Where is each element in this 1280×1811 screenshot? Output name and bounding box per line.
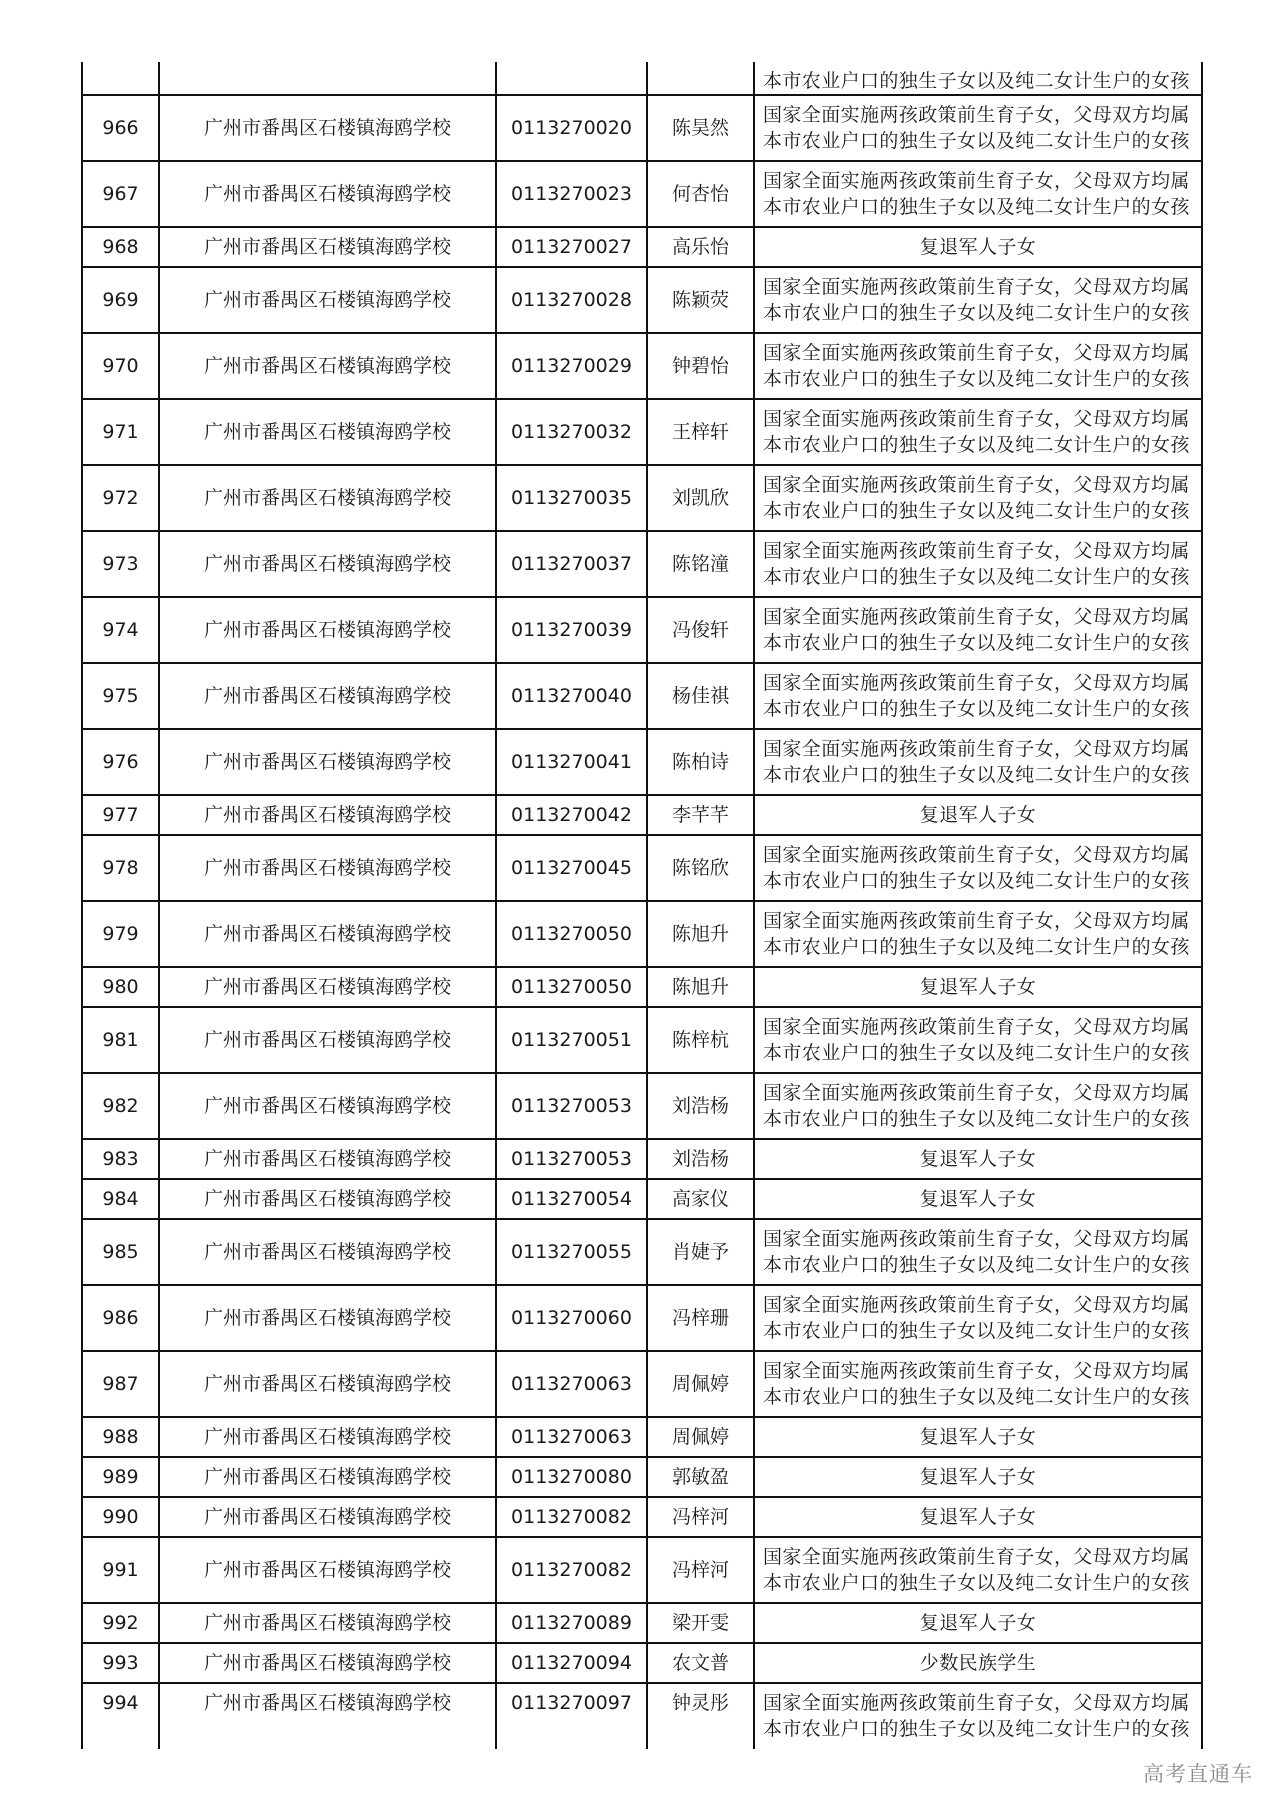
cell-no: 980: [82, 967, 159, 1007]
cell-no: 982: [82, 1073, 159, 1139]
cell-category: 复退军人子女: [754, 967, 1202, 1007]
table-row: [82, 227, 1202, 267]
cell-school: 广州市番禺区石楼镇海鸥学校: [159, 227, 496, 267]
cell-no: 989: [82, 1457, 159, 1497]
cell-no: 970: [82, 333, 159, 399]
category-line-2: 本市农业户口的独生子女以及纯二女计生户的女孩: [763, 1718, 1190, 1740]
cell-category: [754, 95, 1202, 161]
category-line-1: 国家全面实施两孩政策前生育子女，父母双方均属: [763, 1360, 1190, 1382]
category-line-2: 本市农业户口的独生子女以及纯二女计生户的女孩: [763, 196, 1190, 218]
cell-name: 陈铭潼: [647, 531, 754, 597]
cell-no: 991: [82, 1537, 159, 1603]
cell-name: 王梓轩: [647, 399, 754, 465]
table-row: [82, 1537, 1202, 1603]
category-line-2: 本市农业户口的独生子女以及纯二女计生户的女孩: [763, 368, 1190, 390]
cell-school: 广州市番禺区石楼镇海鸥学校: [159, 795, 496, 835]
cell-school: 广州市番禺区石楼镇海鸥学校: [159, 1139, 496, 1179]
cell-school: 广州市番禺区石楼镇海鸥学校: [159, 901, 496, 967]
cell-name: 郭敏盈: [647, 1457, 754, 1497]
cell-category: [754, 62, 1202, 95]
cell-category: [754, 1537, 1202, 1603]
cell-id: 0113270032: [496, 399, 647, 465]
cell-id: 0113270060: [496, 1285, 647, 1351]
category-line-2: 本市农业户口的独生子女以及纯二女计生户的女孩: [763, 1042, 1190, 1064]
category-line-1: 国家全面实施两孩政策前生育子女，父母双方均属: [763, 1228, 1190, 1250]
category-line-1: 国家全面实施两孩政策前生育子女，父母双方均属: [763, 170, 1190, 192]
category-line-1: 国家全面实施两孩政策前生育子女，父母双方均属: [763, 672, 1190, 694]
cell-category: [754, 1351, 1202, 1417]
cell-category: [754, 267, 1202, 333]
cell-name: 何杏怡: [647, 161, 754, 227]
cell-school: 广州市番禺区石楼镇海鸥学校: [159, 399, 496, 465]
cell-school: 广州市番禺区石楼镇海鸥学校: [159, 1073, 496, 1139]
cell-name: [647, 62, 754, 95]
cell-no: 978: [82, 835, 159, 901]
cell-name: 钟碧怡: [647, 333, 754, 399]
cell-no: 994: [82, 1683, 159, 1749]
cell-category: 复退军人子女: [754, 1603, 1202, 1643]
cell-id: 0113270027: [496, 227, 647, 267]
table-row: [82, 795, 1202, 835]
cell-school: 广州市番禺区石楼镇海鸥学校: [159, 161, 496, 227]
table-row: [82, 1497, 1202, 1537]
cell-no: 988: [82, 1417, 159, 1457]
cell-school: 广州市番禺区石楼镇海鸥学校: [159, 1285, 496, 1351]
cell-no: 971: [82, 399, 159, 465]
cell-no: 968: [82, 227, 159, 267]
cell-id: 0113270023: [496, 161, 647, 227]
cell-category: 复退军人子女: [754, 1457, 1202, 1497]
cell-school: 广州市番禺区石楼镇海鸥学校: [159, 1497, 496, 1537]
category-line-2: 本市农业户口的独生子女以及纯二女计生户的女孩: [763, 1254, 1190, 1276]
table-row: [82, 1139, 1202, 1179]
table-row: [82, 1417, 1202, 1457]
cell-school: 广州市番禺区石楼镇海鸥学校: [159, 1643, 496, 1683]
table-row: [82, 1179, 1202, 1219]
cell-name: 陈铭欣: [647, 835, 754, 901]
cell-id: 0113270020: [496, 95, 647, 161]
category-line-1: 国家全面实施两孩政策前生育子女，父母双方均属: [763, 844, 1190, 866]
cell-school: 广州市番禺区石楼镇海鸥学校: [159, 597, 496, 663]
category-line-2: 本市农业户口的独生子女以及纯二女计生户的女孩: [763, 764, 1190, 786]
cell-no: [82, 62, 159, 95]
cell-name: 梁开雯: [647, 1603, 754, 1643]
category-line-2: 本市农业户口的独生子女以及纯二女计生户的女孩: [763, 302, 1190, 324]
cell-id: 0113270029: [496, 333, 647, 399]
cell-no: 977: [82, 795, 159, 835]
cell-category: [754, 597, 1202, 663]
category-line-1: 国家全面实施两孩政策前生育子女，父母双方均属: [763, 540, 1190, 562]
cell-no: 986: [82, 1285, 159, 1351]
cell-id: 0113270053: [496, 1139, 647, 1179]
category-line-2: 本市农业户口的独生子女以及纯二女计生户的女孩: [763, 698, 1190, 720]
cell-school: 广州市番禺区石楼镇海鸥学校: [159, 663, 496, 729]
cell-category: [754, 1007, 1202, 1073]
cell-name: 周佩婷: [647, 1417, 754, 1457]
table-row: [82, 267, 1202, 333]
cell-category: 少数民族学生: [754, 1643, 1202, 1683]
cell-no: 975: [82, 663, 159, 729]
category-line-1: 国家全面实施两孩政策前生育子女，父母双方均属: [763, 276, 1190, 298]
cell-id: 0113270055: [496, 1219, 647, 1285]
table-row: [82, 901, 1202, 967]
cell-name: 陈颖荧: [647, 267, 754, 333]
category-line-1: 国家全面实施两孩政策前生育子女，父母双方均属: [763, 408, 1190, 430]
cell-id: 0113270082: [496, 1497, 647, 1537]
cell-category: [754, 1683, 1202, 1749]
cell-school: 广州市番禺区石楼镇海鸥学校: [159, 1007, 496, 1073]
category-line-1: 国家全面实施两孩政策前生育子女，父母双方均属: [763, 104, 1190, 126]
cell-id: 0113270054: [496, 1179, 647, 1219]
cell-id: 0113270097: [496, 1683, 647, 1749]
table-row: [82, 1007, 1202, 1073]
category-line-2: 本市农业户口的独生子女以及纯二女计生户的女孩: [763, 936, 1190, 958]
cell-name: 刘浩杨: [647, 1139, 754, 1179]
category-line-2: 本市农业户口的独生子女以及纯二女计生户的女孩: [763, 1108, 1190, 1130]
cell-no: 981: [82, 1007, 159, 1073]
cell-no: 993: [82, 1643, 159, 1683]
cell-school: 广州市番禺区石楼镇海鸥学校: [159, 1179, 496, 1219]
cell-name: 陈柏诗: [647, 729, 754, 795]
category-line-2: 本市农业户口的独生子女以及纯二女计生户的女孩: [763, 500, 1190, 522]
table-row: [82, 1683, 1202, 1749]
cell-name: 高家仪: [647, 1179, 754, 1219]
cell-id: 0113270082: [496, 1537, 647, 1603]
cell-category: 复退军人子女: [754, 1497, 1202, 1537]
cell-id: 0113270063: [496, 1351, 647, 1417]
category-line-2: 本市农业户口的独生子女以及纯二女计生户的女孩: [763, 632, 1190, 654]
table-row: [82, 1219, 1202, 1285]
category-line-1: 国家全面实施两孩政策前生育子女，父母双方均属: [763, 1546, 1190, 1568]
cell-school: 广州市番禺区石楼镇海鸥学校: [159, 1351, 496, 1417]
cell-category: [754, 399, 1202, 465]
cell-school: 广州市番禺区石楼镇海鸥学校: [159, 1457, 496, 1497]
category-line-1: 国家全面实施两孩政策前生育子女，父母双方均属: [763, 910, 1190, 932]
cell-school: 广州市番禺区石楼镇海鸥学校: [159, 531, 496, 597]
table-row: [82, 729, 1202, 795]
cell-no: 979: [82, 901, 159, 967]
cell-name: 肖婕予: [647, 1219, 754, 1285]
cell-school: 广州市番禺区石楼镇海鸥学校: [159, 729, 496, 795]
table-row: [82, 95, 1202, 161]
cell-no: 992: [82, 1603, 159, 1643]
cell-no: 967: [82, 161, 159, 227]
table-row: [82, 1351, 1202, 1417]
cell-no: 987: [82, 1351, 159, 1417]
table-row: [82, 835, 1202, 901]
table-row: [82, 1457, 1202, 1497]
cell-no: 985: [82, 1219, 159, 1285]
cell-id: 0113270063: [496, 1417, 647, 1457]
cell-id: 0113270028: [496, 267, 647, 333]
cell-category: 复退军人子女: [754, 1179, 1202, 1219]
cell-id: 0113270037: [496, 531, 647, 597]
cell-name: 陈旭升: [647, 901, 754, 967]
cell-id: [496, 62, 647, 95]
cell-school: 广州市番禺区石楼镇海鸥学校: [159, 465, 496, 531]
cell-category: [754, 663, 1202, 729]
table-row: [82, 161, 1202, 227]
table-row: [82, 1643, 1202, 1683]
cell-school: 广州市番禺区石楼镇海鸥学校: [159, 95, 496, 161]
cell-id: 0113270051: [496, 1007, 647, 1073]
cell-id: 0113270040: [496, 663, 647, 729]
cell-id: 0113270039: [496, 597, 647, 663]
table-row: [82, 465, 1202, 531]
table-row-partial: [82, 62, 1202, 95]
category-line-2: 本市农业户口的独生子女以及纯二女计生户的女孩: [763, 566, 1190, 588]
cell-name: 杨佳祺: [647, 663, 754, 729]
cell-category: [754, 835, 1202, 901]
cell-name: 陈昊然: [647, 95, 754, 161]
cell-no: 984: [82, 1179, 159, 1219]
cell-school: 广州市番禺区石楼镇海鸥学校: [159, 1537, 496, 1603]
cell-category: [754, 465, 1202, 531]
cell-id: 0113270041: [496, 729, 647, 795]
cell-no: 966: [82, 95, 159, 161]
cell-name: 农文普: [647, 1643, 754, 1683]
table-row: [82, 1285, 1202, 1351]
cell-school: 广州市番禺区石楼镇海鸥学校: [159, 1603, 496, 1643]
cell-no: 972: [82, 465, 159, 531]
cell-name: 陈梓杭: [647, 1007, 754, 1073]
table-row: [82, 663, 1202, 729]
category-line-1: 国家全面实施两孩政策前生育子女，父母双方均属: [763, 342, 1190, 364]
table-row: [82, 967, 1202, 1007]
table-row: [82, 531, 1202, 597]
table-row: [82, 597, 1202, 663]
cell-category: [754, 161, 1202, 227]
cell-no: 990: [82, 1497, 159, 1537]
cell-id: 0113270080: [496, 1457, 647, 1497]
cell-name: 钟灵彤: [647, 1683, 754, 1749]
cell-school: 广州市番禺区石楼镇海鸥学校: [159, 967, 496, 1007]
cell-school: [159, 62, 496, 95]
watermark: 高考直通车: [1143, 1762, 1253, 1786]
category-line-2: 本市农业户口的独生子女以及纯二女计生户的女孩: [763, 70, 1190, 92]
cell-no: 974: [82, 597, 159, 663]
category-line-2: 本市农业户口的独生子女以及纯二女计生户的女孩: [763, 1386, 1190, 1408]
cell-id: 0113270035: [496, 465, 647, 531]
cell-name: 刘浩杨: [647, 1073, 754, 1139]
category-line-2: 本市农业户口的独生子女以及纯二女计生户的女孩: [763, 434, 1190, 456]
category-line-1: 国家全面实施两孩政策前生育子女，父母双方均属: [763, 1692, 1190, 1714]
category-line-1: 国家全面实施两孩政策前生育子女，父母双方均属: [763, 1016, 1190, 1038]
cell-category: 复退军人子女: [754, 795, 1202, 835]
cell-id: 0113270042: [496, 795, 647, 835]
cell-no: 973: [82, 531, 159, 597]
cell-name: 高乐怡: [647, 227, 754, 267]
category-line-2: 本市农业户口的独生子女以及纯二女计生户的女孩: [763, 130, 1190, 152]
category-line-2: 本市农业户口的独生子女以及纯二女计生户的女孩: [763, 870, 1190, 892]
table-row: [82, 399, 1202, 465]
cell-no: 969: [82, 267, 159, 333]
cell-school: 广州市番禺区石楼镇海鸥学校: [159, 1219, 496, 1285]
cell-id: 0113270089: [496, 1603, 647, 1643]
category-line-2: 本市农业户口的独生子女以及纯二女计生户的女孩: [763, 1320, 1190, 1342]
cell-name: 周佩婷: [647, 1351, 754, 1417]
cell-name: 冯俊轩: [647, 597, 754, 663]
cell-category: [754, 729, 1202, 795]
cell-no: 983: [82, 1139, 159, 1179]
cell-school: 广州市番禺区石楼镇海鸥学校: [159, 835, 496, 901]
category-line-1: 国家全面实施两孩政策前生育子女，父母双方均属: [763, 738, 1190, 760]
cell-category: [754, 531, 1202, 597]
cell-id: 0113270045: [496, 835, 647, 901]
cell-name: 冯梓河: [647, 1497, 754, 1537]
cell-category: [754, 1073, 1202, 1139]
category-line-2: 本市农业户口的独生子女以及纯二女计生户的女孩: [763, 1572, 1190, 1594]
cell-name: 刘凯欣: [647, 465, 754, 531]
cell-school: 广州市番禺区石楼镇海鸥学校: [159, 267, 496, 333]
table-row: [82, 333, 1202, 399]
category-line-1: 国家全面实施两孩政策前生育子女，父母双方均属: [763, 1294, 1190, 1316]
cell-name: 冯梓珊: [647, 1285, 754, 1351]
cell-id: 0113270050: [496, 901, 647, 967]
cell-school: 广州市番禺区石楼镇海鸥学校: [159, 1683, 496, 1749]
cell-category: 复退军人子女: [754, 1139, 1202, 1179]
cell-name: 陈旭升: [647, 967, 754, 1007]
cell-category: [754, 901, 1202, 967]
cell-name: 李芊芊: [647, 795, 754, 835]
cell-category: [754, 333, 1202, 399]
table-row: [82, 1603, 1202, 1643]
cell-name: 冯梓河: [647, 1537, 754, 1603]
category-line-1: 国家全面实施两孩政策前生育子女，父母双方均属: [763, 606, 1190, 628]
cell-id: 0113270094: [496, 1643, 647, 1683]
cell-school: 广州市番禺区石楼镇海鸥学校: [159, 1417, 496, 1457]
cell-category: 复退军人子女: [754, 1417, 1202, 1457]
category-line-1: 国家全面实施两孩政策前生育子女，父母双方均属: [763, 1082, 1190, 1104]
cell-id: 0113270050: [496, 967, 647, 1007]
cell-category: 复退军人子女: [754, 227, 1202, 267]
cell-category: [754, 1219, 1202, 1285]
cell-category: [754, 1285, 1202, 1351]
student-roster-table: [81, 62, 1203, 1749]
table-row: [82, 1073, 1202, 1139]
cell-school: 广州市番禺区石楼镇海鸥学校: [159, 333, 496, 399]
category-line-1: 国家全面实施两孩政策前生育子女，父母双方均属: [763, 474, 1190, 496]
cell-no: 976: [82, 729, 159, 795]
cell-id: 0113270053: [496, 1073, 647, 1139]
